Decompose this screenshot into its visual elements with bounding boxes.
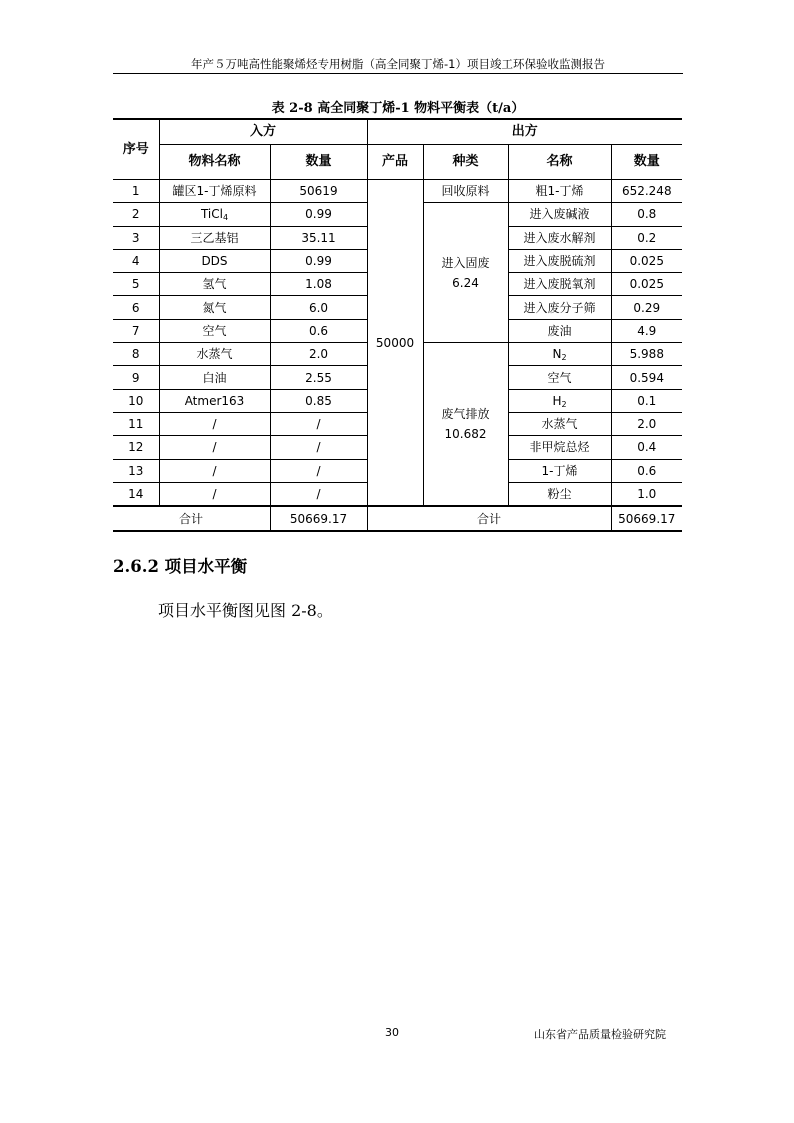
header-seq: 序号 (113, 119, 159, 180)
page-number: 30 (385, 1026, 399, 1039)
output-name: 1-丁烯 (508, 459, 611, 482)
header-material-name: 物料名称 (159, 145, 270, 180)
input-material-name: 氮气 (159, 296, 270, 319)
row-seq: 4 (113, 249, 159, 272)
input-material-name: / (159, 482, 270, 506)
output-name: 进入废水解剂 (508, 226, 611, 249)
header-rule (113, 73, 683, 74)
output-quantity: 0.025 (611, 273, 682, 296)
input-quantity: 0.99 (270, 203, 367, 226)
formula-subscript: 4 (222, 213, 229, 223)
output-quantity: 4.9 (611, 319, 682, 342)
input-quantity: 0.99 (270, 249, 367, 272)
input-quantity: / (270, 436, 367, 459)
output-name: 水蒸气 (508, 412, 611, 435)
output-name: 进入废脱硫剂 (508, 249, 611, 272)
formula-subscript: 2 (561, 353, 567, 363)
input-material-name: / (159, 459, 270, 482)
input-quantity: / (270, 412, 367, 435)
output-name: 空气 (508, 366, 611, 389)
row-seq: 8 (113, 343, 159, 366)
header-quantity: 数量 (270, 145, 367, 180)
output-quantity: 5.988 (611, 343, 682, 366)
row-seq: 5 (113, 273, 159, 296)
output-quantity: 0.1 (611, 389, 682, 412)
input-material-name: 罐区1-丁烯原料 (159, 180, 270, 203)
row-seq: 6 (113, 296, 159, 319)
total-label-output: 合计 (367, 506, 611, 531)
row-seq: 3 (113, 226, 159, 249)
output-quantity: 0.6 (611, 459, 682, 482)
category-recovered: 回收原料 (423, 180, 508, 203)
output-name: 非甲烷总烃 (508, 436, 611, 459)
input-quantity: 1.08 (270, 273, 367, 296)
table-row (113, 180, 682, 203)
input-material-name: 空气 (159, 319, 270, 342)
input-material-name: 氢气 (159, 273, 270, 296)
category-exhaust-label: 废气排放 (441, 407, 490, 422)
output-name: 进入废脱氧剂 (508, 273, 611, 296)
row-seq: 14 (113, 482, 159, 506)
input-quantity: 2.55 (270, 366, 367, 389)
output-quantity: 2.0 (611, 412, 682, 435)
input-material-name: / (159, 436, 270, 459)
category-solid-waste-label: 进入固废 (441, 255, 490, 270)
output-quantity: 0.025 (611, 249, 682, 272)
row-seq: 11 (113, 412, 159, 435)
row-seq: 9 (113, 366, 159, 389)
output-quantity: 0.594 (611, 366, 682, 389)
formula-text: N (552, 347, 562, 362)
total-value-output: 50669.17 (611, 506, 682, 531)
row-seq: 1 (113, 180, 159, 203)
formula-subscript: 2 (561, 399, 567, 409)
input-quantity: 35.11 (270, 226, 367, 249)
output-name (508, 389, 611, 412)
material-balance-table (113, 118, 682, 532)
input-material-name: 水蒸气 (159, 343, 270, 366)
output-name: 进入废分子筛 (508, 296, 611, 319)
output-name (508, 343, 611, 366)
header-product: 产品 (367, 145, 423, 180)
input-material-name: DDS (159, 249, 270, 272)
output-name: 粉尘 (508, 482, 611, 506)
input-material-name: / (159, 412, 270, 435)
header-input-group: 入方 (159, 119, 367, 145)
body-paragraph: 项目水平衡图见图 2-8。 (158, 601, 333, 620)
row-seq: 2 (113, 203, 159, 226)
output-quantity: 0.8 (611, 203, 682, 226)
row-seq: 10 (113, 389, 159, 412)
input-quantity: 0.6 (270, 319, 367, 342)
input-material-name: Atmer163 (159, 389, 270, 412)
input-quantity: 0.85 (270, 389, 367, 412)
output-quantity: 0.29 (611, 296, 682, 319)
category-exhaust-total: 10.682 (444, 427, 487, 442)
total-value-input: 50669.17 (270, 506, 367, 531)
output-quantity: 1.0 (611, 482, 682, 506)
report-header: 年产５万吨高性能聚烯烃专用树脂（高全同聚丁烯-1）项目竣工环保验收监测报告 (191, 57, 605, 71)
formula-text: TiCl (200, 207, 223, 222)
category-solid-waste (423, 203, 508, 343)
input-quantity: / (270, 482, 367, 506)
formula-text: H (552, 393, 562, 408)
output-quantity: 0.4 (611, 436, 682, 459)
row-seq: 13 (113, 459, 159, 482)
input-quantity: 50619 (270, 180, 367, 203)
input-quantity: 2.0 (270, 343, 367, 366)
input-material-name: 白油 (159, 366, 270, 389)
category-solid-waste-total: 6.24 (452, 275, 479, 290)
total-row (113, 506, 682, 531)
header-output-group: 出方 (367, 119, 682, 145)
category-exhaust (423, 343, 508, 507)
input-quantity: 6.0 (270, 296, 367, 319)
output-name: 进入废碱液 (508, 203, 611, 226)
output-name: 废油 (508, 319, 611, 342)
header-quantity-out: 数量 (611, 145, 682, 180)
header-name: 名称 (508, 145, 611, 180)
output-name: 粗1-丁烯 (508, 180, 611, 203)
product-value: 50000 (367, 180, 423, 507)
header-category: 种类 (423, 145, 508, 180)
output-quantity: 0.2 (611, 226, 682, 249)
input-material-name (159, 203, 270, 226)
output-quantity: 652.248 (611, 180, 682, 203)
row-seq: 7 (113, 319, 159, 342)
input-quantity: / (270, 459, 367, 482)
table-caption: 表 2-8 高全同聚丁烯-1 物料平衡表（t/a） (271, 101, 525, 116)
total-label-input: 合计 (113, 506, 270, 531)
input-material-name: 三乙基铝 (159, 226, 270, 249)
section-heading: 2.6.2 项目水平衡 (113, 557, 248, 576)
footer-institute: 山东省产品质量检验研究院 (534, 1028, 666, 1041)
row-seq: 12 (113, 436, 159, 459)
